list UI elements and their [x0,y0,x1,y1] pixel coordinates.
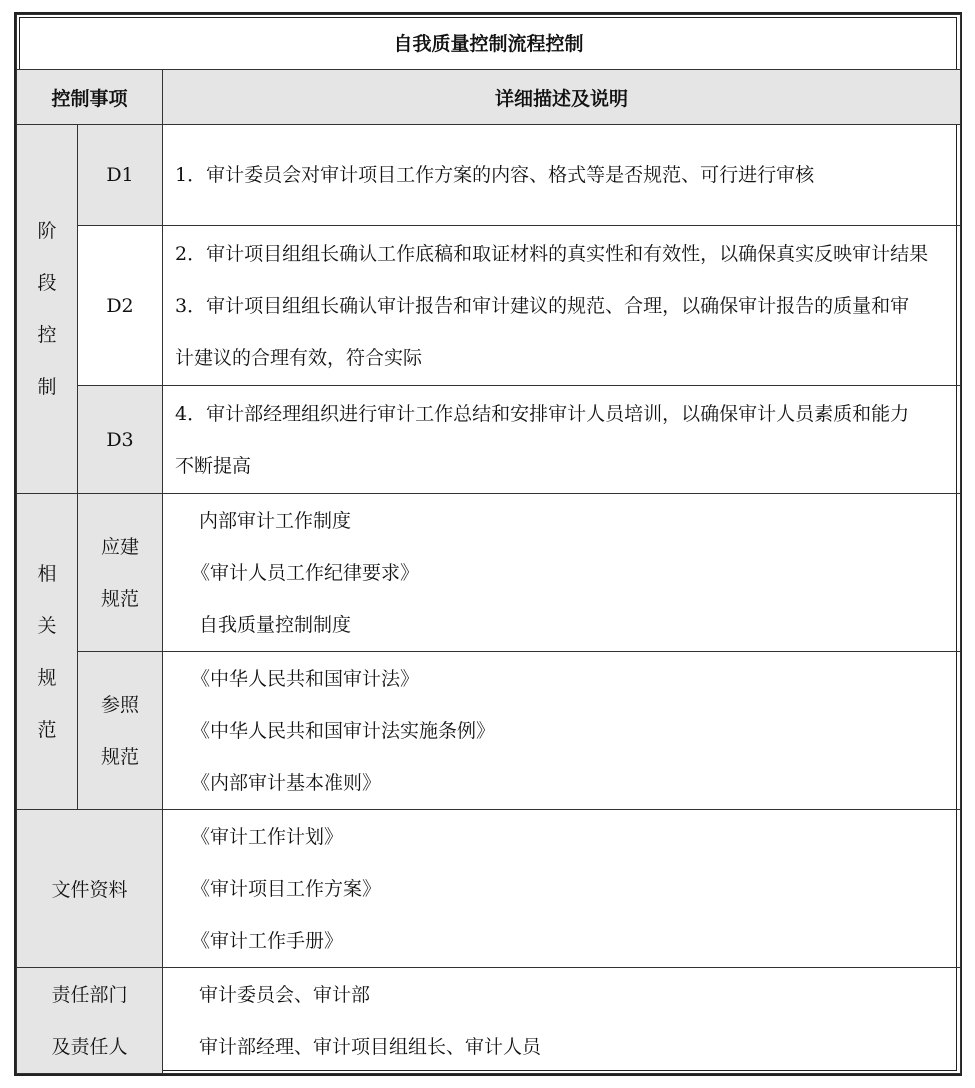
description-line: 2．审计项目组组长确认工作底稿和取证材料的真实性和有效性，以确保真实反映审计结果 [175,242,929,265]
list-item: 《审计工作手册》 [191,929,344,952]
description-d2 [163,226,961,386]
related-norms-label [17,494,78,810]
code-d3: D3 [78,386,163,494]
responsibility-label [17,968,163,1074]
related-norms-char: 范 [37,718,57,741]
should-build-norms-label [78,494,163,652]
stage-control-char: 段 [37,272,57,294]
list-item: 内部审计工作制度 [199,509,352,532]
description-d1 [163,125,961,226]
label-line: 规范 [100,587,139,610]
list-item: 《内部审计基本准则》 [191,771,382,794]
header-control-item: 控制事项 [17,70,163,125]
list-item: 审计部经理、审计项目组组长、审计人员 [199,1035,542,1058]
reference-norms-list [163,652,961,810]
description-line: 4．审计部经理组织进行审计工作总结和安排审计人员培训，以确保审计人员素质和能力 [175,402,910,425]
description-line: 1．审计委员会对审计项目工作方案的内容、格式等是否规范、可行进行审核 [175,164,815,186]
related-norms-char: 关 [37,614,57,637]
list-item: 《审计工作计划》 [191,825,344,848]
documents-list [163,810,961,968]
stage-control-char: 制 [37,376,57,398]
table-title: 自我质量控制流程控制 [17,15,961,70]
stage-control-char: 阶 [37,220,57,242]
code-d1: D1 [78,125,163,226]
related-norms-char: 规 [37,666,57,689]
list-item: 自我质量控制制度 [199,613,352,636]
list-item: 《中华人民共和国审计法实施条例》 [191,719,496,742]
label-line: 参照 [100,693,139,716]
stage-control-label [17,125,78,494]
label-line: 规范 [100,745,139,768]
list-item: 审计委员会、审计部 [199,983,371,1006]
label-line: 及责任人 [51,1035,128,1058]
description-line: 不断提高 [175,454,252,477]
description-d3 [163,386,961,494]
related-norms-char: 相 [37,562,57,585]
label-line: 应建 [100,535,139,558]
responsibility-list [163,968,961,1074]
code-d2: D2 [78,226,163,386]
list-item: 《审计项目工作方案》 [191,877,382,900]
description-line: 计建议的合理有效，符合实际 [175,346,423,369]
list-item: 《审计人员工作纪律要求》 [191,561,420,584]
list-item: 《中华人民共和国审计法》 [191,667,420,690]
should-build-norms-list [163,494,961,652]
quality-control-table [16,14,961,1074]
description-line: 3．审计项目组组长确认审计报告和审计建议的规范、合理，以确保审计报告的质量和审 [175,294,910,317]
label-line: 责任部门 [51,983,128,1006]
documents-label: 文件资料 [17,810,163,968]
header-description: 详细描述及说明 [163,70,961,125]
stage-control-char: 控 [37,324,57,346]
reference-norms-label [78,652,163,810]
